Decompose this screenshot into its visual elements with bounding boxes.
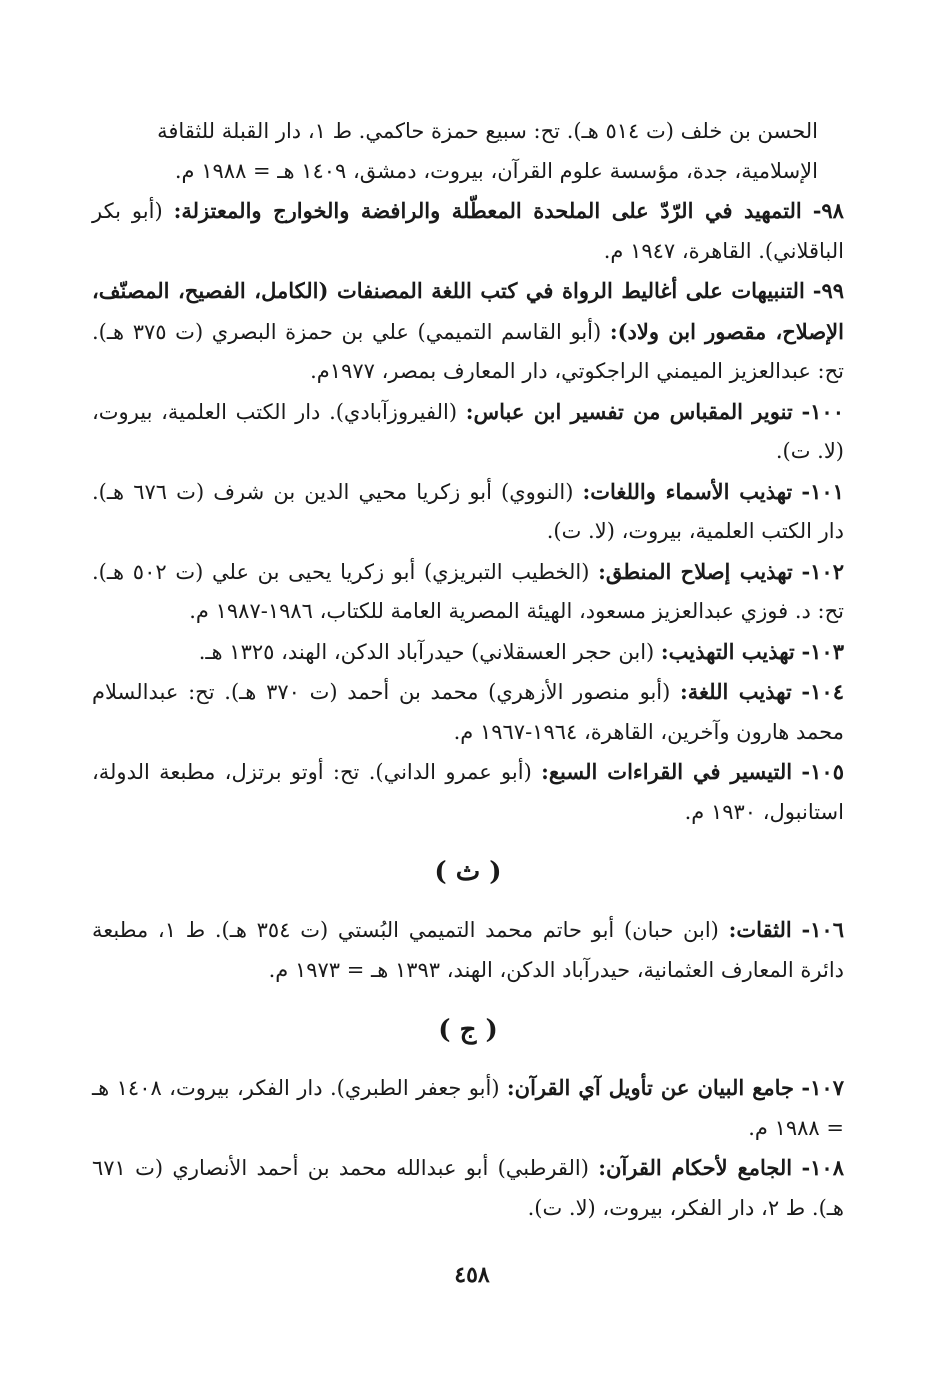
entry-text: (ابن حجر العسقلاني) حيدرآباد الدكن، الهند، ١٣٢٥ هـ. bbox=[198, 639, 655, 664]
entry-number: ١٠٢- bbox=[801, 558, 844, 584]
entry-number: ١٠٧- bbox=[801, 1075, 844, 1100]
bibliography-entry-105 bbox=[92, 752, 844, 832]
bibliography-entry-98 bbox=[92, 191, 844, 271]
bibliography-entry-106 bbox=[92, 910, 844, 990]
entry-number: ١٠٣- bbox=[801, 638, 844, 664]
continued-line-2: الإسلامية، جدة، مؤسسة علوم القرآن، بيروت، دمشق، ١٤٠٩ هـ = ١٩٨٨ م. bbox=[174, 158, 818, 183]
entry-text: (النووي) أبو زكريا محيي الدين بن شرف (ت ٦٧٦ هـ). دار الكتب العلمية، بيروت، (لا. ت). bbox=[92, 479, 844, 543]
entry-title: تهذيب اللغة: bbox=[680, 679, 792, 704]
entry-title: التيسير في القراءات السبع: bbox=[541, 759, 793, 784]
entry-number: ٩٩- bbox=[812, 278, 844, 303]
entry-title: الجامع لأحكام القرآن: bbox=[598, 1155, 793, 1180]
entry-text: (أبو بكر الباقلاني). القاهرة، ١٩٤٧ م. bbox=[92, 199, 844, 263]
entry-text: (أبو جعفر الطبري). دار الفكر، بيروت، ١٤٠٨ هـ = ١٩٨٨ م. bbox=[92, 1076, 844, 1140]
page-number: ٤٥٨ bbox=[454, 1262, 490, 1288]
entry-number: ٩٨- bbox=[812, 198, 844, 223]
entry-text: (ابن حبان) أبو حاتم محمد التميمي البُستي (ت ٣٥٤ هـ). ط ١، مطبعة دائرة المعارف العثمانية، حيدرآباد الدكن، الهند، ١٣٩٣ هـ = ١٩٧٣ م. bbox=[92, 918, 844, 982]
entry-title: تهذيب التهذيب: bbox=[660, 638, 795, 664]
entry-title: الثقات: bbox=[728, 917, 792, 942]
entry-title: تنوير المقباس من تفسير ابن عباس: bbox=[465, 398, 793, 424]
entry-title: تهذيب إصلاح المنطق: bbox=[598, 558, 793, 584]
entry-title: التمهيد في الرّدّ على الملحدة المعطّلة والرافضة والخوارج والمعتزلة: bbox=[173, 198, 802, 223]
page-body bbox=[92, 112, 844, 1228]
entry-text: (أبو عمرو الداني). تح: أوتو برتزل، مطبعة الدولة، استانبول، ١٩٣٠ م. bbox=[92, 760, 844, 824]
entry-title: التنبيهات على أغاليط الرواة في كتب اللغة المصنفات (الكامل، الفصيح، المصنّف، الإصلاح، مقصور ابن ولاد): bbox=[92, 278, 844, 344]
entry-number: ١٠١- bbox=[801, 478, 844, 504]
entry-text: (القرطبي) أبو عبدالله محمد بن أحمد الأنصاري (ت ٦٧١ هـ). ط ٢، دار الفكر، بيروت، (لا. ت). bbox=[92, 1156, 844, 1220]
bibliography-entry-108 bbox=[92, 1148, 844, 1228]
bibliography-entry-103 bbox=[92, 632, 844, 673]
entry-text: (أبو منصور الأزهري) محمد بن أحمد (ت ٣٧٠ هـ). تح: عبدالسلام محمد هارون وآخرين، القاهرة، ١٩٦٤-١٩٦٧ م. bbox=[92, 680, 844, 744]
bibliography-entry-107 bbox=[92, 1068, 844, 1148]
entry-text: (الفيروزآبادي). دار الكتب العلمية، بيروت، (لا. ت). bbox=[92, 399, 844, 463]
continued-line-1: الحسن بن خلف (ت ٥١٤ هـ). تح: سبيع حمزة حاكمي. ط ١، دار القبلة للثقافة bbox=[157, 119, 818, 143]
entry-number: ١٠٦- bbox=[801, 917, 844, 942]
bibliography-entry-99 bbox=[92, 271, 844, 392]
bibliography-entry-100 bbox=[92, 392, 844, 472]
entry-number: ١٠٥- bbox=[801, 759, 844, 784]
bibliography-entry-104 bbox=[92, 672, 844, 752]
entry-number: ١٠٨- bbox=[801, 1155, 844, 1180]
section-heading-tha: ( ث ) bbox=[434, 857, 502, 887]
entry-number: ١٠٠- bbox=[801, 398, 844, 424]
entry-text: (أبو القاسم التميمي) علي بن حمزة البصري (ت ٣٧٥ هـ). تح: عبدالعزيز الميمني الراجكوتي، دار المعارف بمصر، ١٩٧٧م. bbox=[92, 319, 844, 383]
entry-title: جامع البيان عن تأويل آي القرآن: bbox=[506, 1075, 795, 1100]
section-heading-jim: ( ج ) bbox=[438, 1015, 498, 1045]
bibliography-entry-102 bbox=[92, 552, 844, 632]
entry-text: (الخطيب التبريزي) أبو زكريا يحيى بن علي (ت ٥٠٢ هـ). تح: د. فوزي عبدالعزيز مسعود، الهيئة المصرية العامة للكتاب، ١٩٨٦-١٩٨٧ م. bbox=[92, 559, 844, 623]
continued-entry bbox=[92, 112, 844, 191]
entry-title: تهذيب الأسماء واللغات: bbox=[582, 478, 793, 504]
entry-number: ١٠٤- bbox=[801, 679, 844, 704]
bibliography-entry-101 bbox=[92, 472, 844, 552]
